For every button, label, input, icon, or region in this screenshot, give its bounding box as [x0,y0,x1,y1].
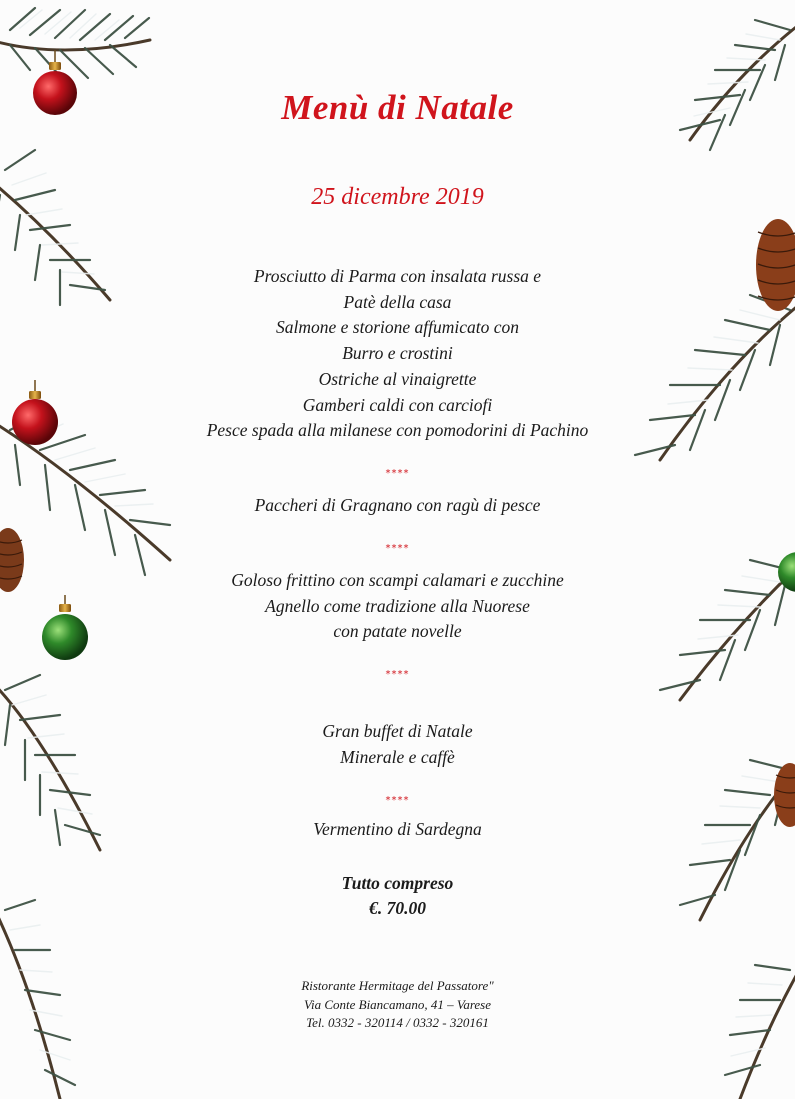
course-separator: **** [385,795,410,806]
menu-item: Agnello come tradizione alla Nuorese [265,595,530,616]
menu-item: Vermentino di Sardegna [313,819,482,839]
menu-item: Gamberi caldi con carciofi [302,394,493,415]
pine-branch-icon [635,20,795,1099]
restaurant-info [0,977,795,1033]
course-secondi [0,568,795,645]
course-antipasti [0,264,795,444]
menu-item: Paccheri di Gragnano con ragù di pesce [254,495,541,515]
menu-item: Pesce spada alla milanese con pomodorini di Pachino [206,420,589,441]
menu-item: con patate novelle [333,621,462,642]
menu-item: Ostriche al vinaigrette [318,368,477,389]
restaurant-phone: Tel. 0332 - 320114 / 0332 - 320161 [306,1015,489,1030]
menu-item: Gran buffet di Natale [322,721,473,741]
price-block [0,871,795,921]
restaurant-name: Ristorante Hermitage del Passatore" [301,978,494,993]
course-separator: **** [385,669,410,680]
course-vino [0,817,795,843]
price-amount: €. 70.00 [369,898,426,918]
course-dessert [0,719,795,770]
menu-item: Salmone e storione affumicato con [275,317,520,338]
course-separator: **** [385,543,410,554]
menu-date: 25 dicembre 2019 [311,184,484,210]
menu-item: Prosciutto di Parma con insalata russa e [253,266,542,286]
menu-item: Minerale e caffè [340,746,455,767]
menu-item: Burro e crostini [342,343,453,364]
menu-item: Patè della casa [343,291,452,312]
menu-title: Menù di Natale [281,88,514,127]
price-label: Tutto compreso [341,873,454,893]
course-separator: **** [385,468,410,479]
restaurant-address: Via Conte Biancamano, 41 – Varese [303,996,492,1012]
menu-item: Goloso frittino con scampi calamari e zucchine [231,570,564,590]
course-primo [0,493,795,519]
